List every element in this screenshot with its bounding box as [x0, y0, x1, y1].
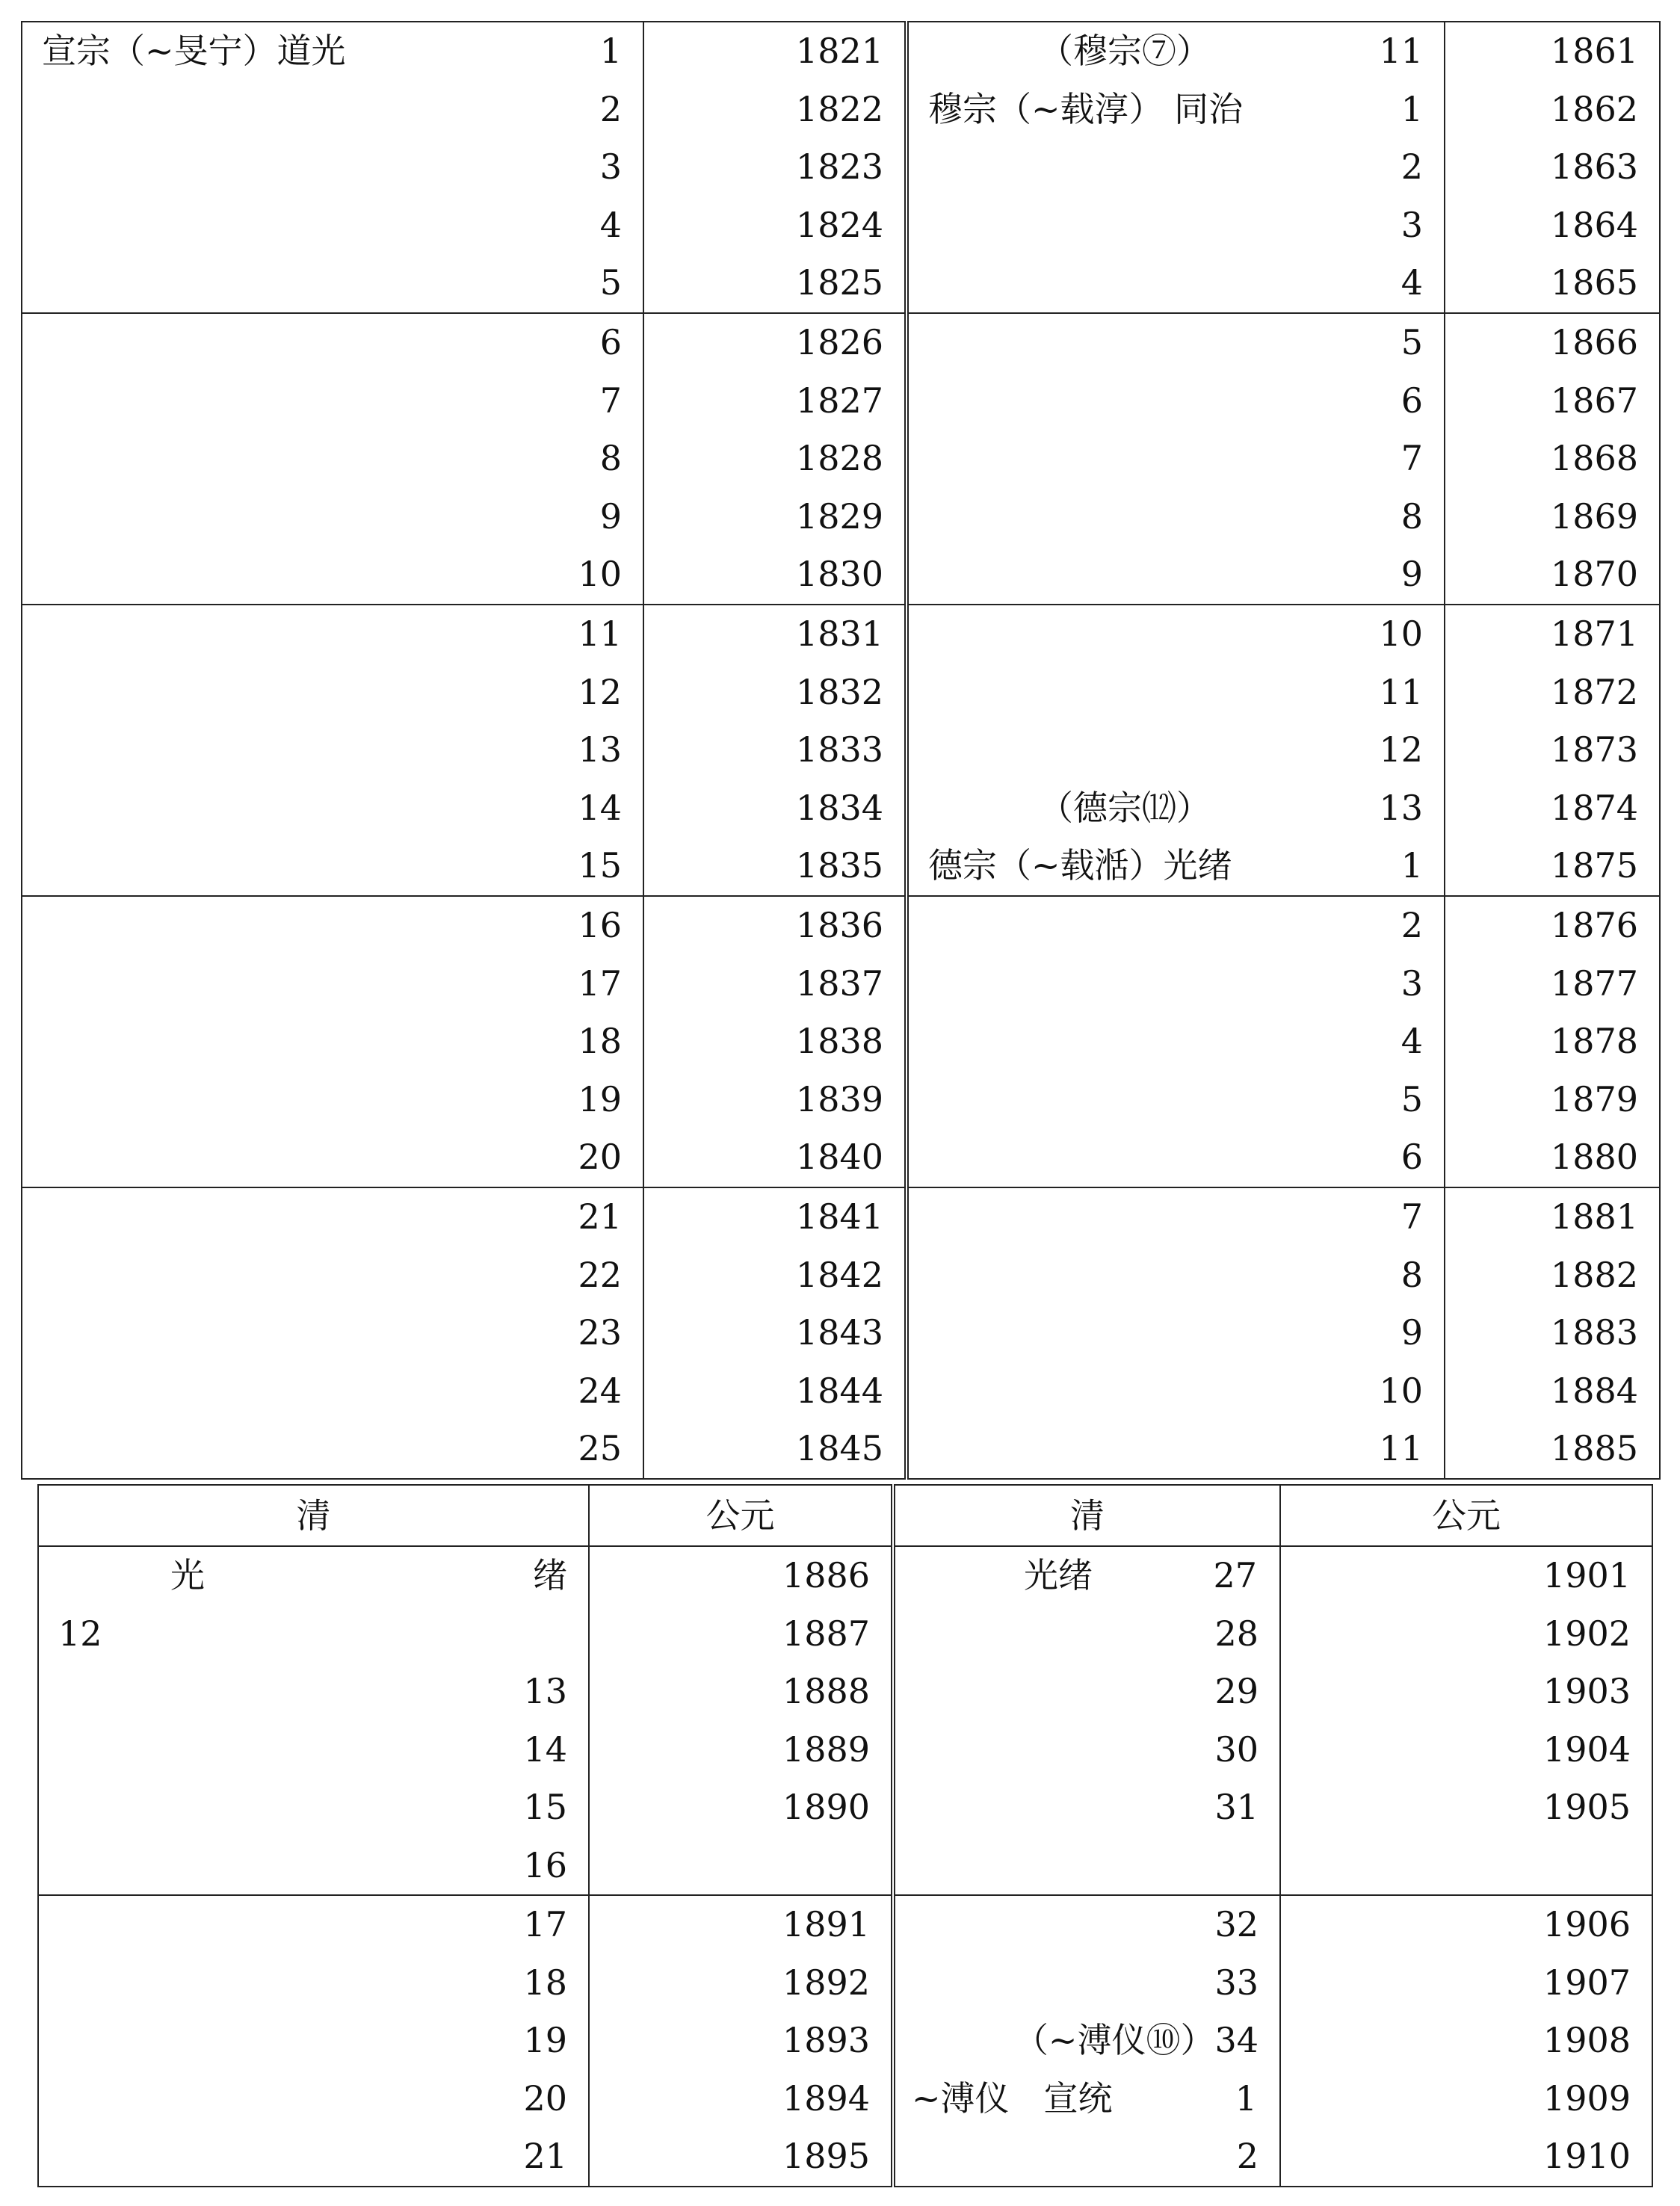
top-left-ad-cell [643, 605, 907, 896]
year-number: 2 [1400, 146, 1423, 187]
year-number: 11 [1379, 671, 1423, 712]
ad-year: 1830 [795, 554, 883, 594]
year-number: 10 [1379, 614, 1423, 654]
top-left-qing-cell [22, 313, 643, 605]
era-row [22, 1071, 643, 1129]
ad-year: 1876 [1550, 905, 1638, 945]
top-left-qing-cell [22, 605, 643, 896]
era-row [22, 81, 643, 139]
year-number: 6 [599, 322, 622, 362]
ad-year: 1866 [1550, 322, 1638, 362]
year-number: 20 [523, 2077, 567, 2119]
era-name: 绪 [533, 1555, 567, 1595]
era-row [22, 1362, 643, 1421]
year-number: 12 [58, 1613, 102, 1654]
ad-year: 1842 [795, 1254, 883, 1295]
year-number: 5 [599, 262, 622, 303]
ad-year: 1893 [782, 2020, 870, 2060]
year-number: 16 [578, 905, 622, 945]
year-number: 18 [578, 1021, 622, 1061]
era-row [22, 22, 643, 81]
ad-year: 1865 [1550, 262, 1638, 303]
top-left-qing-cell [22, 896, 643, 1187]
year-number: 3 [599, 146, 622, 187]
header-ad-right: 公元 [1280, 1485, 1652, 1546]
year-number: 6 [1400, 380, 1423, 421]
era-row [909, 1188, 1444, 1246]
era-row [909, 546, 1444, 604]
year-number: 20 [578, 1137, 622, 1177]
ad-year: 1844 [795, 1370, 883, 1411]
era-row [909, 1013, 1444, 1071]
year-number: 15 [523, 1787, 567, 1827]
ad-year: 1840 [795, 1137, 883, 1177]
ad-year: 1878 [1550, 1021, 1638, 1061]
ad-year: 1837 [795, 963, 883, 1004]
year-number: 1 [1235, 2077, 1257, 2119]
top-right-qing-cell [907, 1187, 1445, 1479]
year-number: 25 [578, 1428, 622, 1468]
ad-year: 1903 [1542, 1671, 1631, 1711]
ad-year: 1836 [795, 905, 883, 945]
year-number: 18 [523, 1962, 567, 2003]
era-row [22, 779, 643, 838]
year-number: 5 [1400, 322, 1423, 362]
ad-year: 1868 [1550, 438, 1638, 478]
year-number: 1 [599, 31, 622, 71]
era-row [909, 314, 1444, 372]
ad-year: 1884 [1550, 1370, 1638, 1411]
year-number: 5 [1400, 1078, 1423, 1119]
ad-year: 1867 [1550, 380, 1638, 421]
ad-year: 1888 [782, 1671, 870, 1711]
era-row [909, 721, 1444, 779]
year-number: 17 [578, 963, 622, 1004]
era-name: （德宗⑿） [1039, 787, 1211, 828]
header-ad-left: 公元 [589, 1485, 893, 1546]
year-number: 8 [1400, 1254, 1423, 1295]
ad-year: 1828 [795, 438, 883, 478]
ad-year: 1880 [1550, 1137, 1638, 1177]
year-number [895, 1837, 1279, 1895]
ad-year: 1821 [795, 31, 883, 71]
era-row [22, 314, 643, 372]
block2-left-qing [38, 1895, 589, 2187]
ad-year: 1827 [795, 380, 883, 421]
year-number: 1 [1400, 845, 1423, 886]
year-number: 11 [578, 614, 622, 654]
ad-year: 1825 [795, 262, 883, 303]
ad-year: 1861 [1550, 31, 1638, 71]
ad-year: 1886 [782, 1555, 870, 1595]
year-number: 33 [1214, 1962, 1259, 2003]
ad-year [590, 1837, 891, 1895]
era-name: 宣宗（~旻宁）道光 [42, 31, 346, 71]
ad-year: 1877 [1550, 963, 1638, 1004]
era-row [909, 1362, 1444, 1421]
block1-left-qing [38, 1546, 589, 1895]
ad-year: 1883 [1550, 1312, 1638, 1353]
year-number: 14 [578, 787, 622, 828]
ad-year: 1869 [1550, 495, 1638, 537]
ad-year: 1887 [782, 1613, 870, 1654]
ad-year: 1885 [1550, 1428, 1638, 1468]
bottom-era-table [37, 1484, 1653, 2187]
year-number: 4 [599, 204, 622, 245]
bottom-block-1 [38, 1546, 1652, 1895]
ad-year: 1826 [795, 322, 883, 362]
era-row [909, 81, 1444, 139]
ad-year: 1892 [782, 1962, 870, 2003]
top-left-qing-cell [22, 1187, 643, 1479]
era-row [909, 138, 1444, 197]
year-number: 21 [578, 1196, 622, 1237]
ad-year: 1906 [1542, 1904, 1631, 1944]
era-row [909, 897, 1444, 955]
year-number: 10 [578, 554, 622, 594]
year-number: 2 [1236, 2136, 1259, 2176]
year-number: 30 [1214, 1728, 1259, 1770]
year-number: 22 [578, 1254, 622, 1295]
top-left-ad-cell [643, 1187, 907, 1479]
era-row [909, 22, 1444, 81]
year-number: 9 [1400, 554, 1423, 594]
era-row [909, 837, 1444, 895]
ad-year: 1907 [1542, 1962, 1631, 2003]
era-row [22, 1420, 643, 1478]
ad-year: 1832 [795, 671, 883, 712]
ad-year: 1879 [1550, 1078, 1638, 1119]
era-row [22, 1304, 643, 1362]
year-number: 34 [1214, 2020, 1259, 2060]
top-left-ad-cell [643, 22, 907, 313]
header-qing-left: 清 [38, 1485, 589, 1546]
top-left-ad-cell [643, 313, 907, 605]
year-number: 11 [1379, 1428, 1423, 1468]
era-row [909, 197, 1444, 255]
era-row [22, 1013, 643, 1071]
ad-year: 1904 [1542, 1728, 1631, 1770]
ad-year: 1834 [795, 787, 883, 828]
year-number: 1 [1400, 88, 1423, 129]
year-number: 10 [1379, 1370, 1423, 1411]
ad-year: 1881 [1550, 1196, 1638, 1237]
year-number: 27 [1213, 1555, 1257, 1595]
block2-left-ad [589, 1895, 893, 2187]
era-row [909, 254, 1444, 312]
header-qing-right: 清 [893, 1485, 1280, 1546]
ad-year: 1829 [795, 495, 883, 537]
era-row [22, 955, 643, 1013]
block1-right-qing [893, 1546, 1280, 1895]
era-row [909, 779, 1444, 838]
era-row [909, 605, 1444, 664]
era-name: 光 [170, 1555, 205, 1595]
year-number: 7 [1400, 438, 1423, 478]
ad-year: 1882 [1550, 1254, 1638, 1295]
top-right-ad-cell [1445, 22, 1660, 313]
era-row [909, 1246, 1444, 1305]
top-right-qing-cell [907, 313, 1445, 605]
era-row [909, 372, 1444, 430]
year-number: 14 [523, 1728, 567, 1770]
era-row [909, 664, 1444, 722]
year-number: 19 [523, 2020, 567, 2060]
era-row [22, 605, 643, 664]
ad-year: 1875 [1550, 845, 1638, 886]
ad-year: 1901 [1542, 1555, 1631, 1595]
ad-year: 1905 [1542, 1787, 1631, 1827]
era-row [909, 430, 1444, 488]
top-right-ad-cell [1445, 1187, 1660, 1479]
ad-year [1281, 1837, 1652, 1895]
era-row [22, 372, 643, 430]
year-number: 13 [578, 729, 622, 770]
year-number: 11 [1379, 31, 1423, 71]
ad-year: 1839 [795, 1078, 883, 1119]
era-name: 穆宗（~载淳） 同治 [928, 88, 1244, 129]
year-number: 2 [599, 88, 622, 129]
era-row [22, 138, 643, 197]
year-number: 3 [1400, 204, 1423, 245]
ad-year: 1872 [1550, 671, 1638, 712]
ad-year: 1833 [795, 729, 883, 770]
top-right-ad-cell [1445, 896, 1660, 1187]
ad-year: 1831 [795, 614, 883, 654]
ad-year: 1835 [795, 845, 883, 886]
era-note: （~溥仪⑩） [1013, 2020, 1215, 2060]
year-number: 23 [578, 1312, 622, 1353]
era-row [22, 1246, 643, 1305]
era-row [22, 546, 643, 604]
top-block-1 [22, 22, 1660, 313]
year-number: 28 [1214, 1613, 1259, 1654]
year-number: 31 [1214, 1787, 1259, 1827]
year-number: 21 [523, 2136, 567, 2176]
era-row [909, 1128, 1444, 1187]
ad-year: 1843 [795, 1312, 883, 1353]
bottom-block-2 [38, 1895, 1652, 2187]
era-row [22, 721, 643, 779]
year-number: 4 [1400, 1021, 1423, 1061]
era-row [909, 955, 1444, 1013]
top-block-4 [22, 896, 1660, 1187]
era-row [22, 254, 643, 312]
year-number: 19 [578, 1078, 622, 1119]
ad-year: 1823 [795, 146, 883, 187]
top-block-2 [22, 313, 1660, 605]
year-number: 7 [1400, 1196, 1423, 1237]
era-row [22, 837, 643, 895]
era-row [909, 1304, 1444, 1362]
top-block-5 [22, 1187, 1660, 1479]
ad-year: 1870 [1550, 554, 1638, 594]
year-number: 12 [578, 671, 622, 712]
ad-year: 1895 [782, 2136, 870, 2176]
year-number: 3 [1400, 963, 1423, 1004]
year-number: 6 [1400, 1137, 1423, 1177]
era-row [22, 897, 643, 955]
ad-year: 1902 [1542, 1613, 1631, 1654]
top-right-qing-cell [907, 896, 1445, 1187]
year-number: 9 [1400, 1312, 1423, 1353]
era-row [22, 1128, 643, 1187]
ad-year: 1894 [782, 2077, 870, 2119]
ad-year: 1890 [782, 1787, 870, 1827]
ad-year: 1838 [795, 1021, 883, 1061]
block2-right-ad [1280, 1895, 1652, 2187]
year-number: 12 [1379, 729, 1423, 770]
era-row [909, 1071, 1444, 1129]
ad-year: 1822 [795, 88, 883, 129]
header-row [38, 1485, 1652, 1546]
year-number: 8 [599, 438, 622, 478]
era-row [22, 664, 643, 722]
top-block-3 [22, 605, 1660, 896]
era-row [22, 197, 643, 255]
ad-year: 1909 [1542, 2077, 1631, 2119]
top-era-table [21, 21, 1661, 1480]
era-name: ~溥仪 宣统 [912, 2077, 1113, 2119]
era-name: 光绪 [1024, 1555, 1093, 1595]
year-number: 17 [523, 1904, 567, 1944]
year-number: 16 [523, 1844, 567, 1885]
top-left-ad-cell [643, 896, 907, 1187]
ad-year: 1863 [1550, 146, 1638, 187]
ad-year: 1874 [1550, 787, 1638, 828]
ad-year: 1824 [795, 204, 883, 245]
year-number: 24 [578, 1370, 622, 1411]
year-number: 29 [1214, 1671, 1259, 1711]
year-number: 13 [523, 1671, 567, 1711]
era-row [909, 488, 1444, 546]
year-number: 32 [1214, 1904, 1259, 1944]
top-right-qing-cell [907, 22, 1445, 313]
block1-left-ad [589, 1546, 893, 1895]
year-number: 9 [599, 495, 622, 537]
year-number: 2 [1400, 905, 1423, 945]
ad-year: 1910 [1542, 2136, 1631, 2176]
top-right-qing-cell [907, 605, 1445, 896]
era-name: （穆宗⑦） [1039, 31, 1211, 71]
block2-right-qing [893, 1895, 1280, 2187]
year-number: 4 [1400, 262, 1423, 303]
era-note-line [895, 2012, 1279, 2070]
year-number: 15 [578, 845, 622, 886]
ad-year: 1871 [1550, 614, 1638, 654]
top-left-qing-cell [22, 22, 643, 313]
year-number: 13 [1379, 787, 1423, 828]
era-row [22, 430, 643, 488]
era-row [22, 1188, 643, 1246]
ad-year: 1873 [1550, 729, 1638, 770]
ad-year: 1862 [1550, 88, 1638, 129]
year-number: 7 [599, 380, 622, 421]
era-row [22, 488, 643, 546]
era-name: 德宗（~载湉）光绪 [928, 845, 1232, 886]
ad-year: 1891 [782, 1904, 870, 1944]
ad-year: 1889 [782, 1728, 870, 1770]
ad-year: 1845 [795, 1428, 883, 1468]
top-right-ad-cell [1445, 605, 1660, 896]
year-number: 8 [1400, 495, 1423, 537]
ad-year: 1841 [795, 1196, 883, 1237]
block1-right-ad [1280, 1546, 1652, 1895]
era-row [909, 1420, 1444, 1478]
ad-year: 1908 [1542, 2020, 1631, 2060]
ad-year: 1864 [1550, 204, 1638, 245]
top-right-ad-cell [1445, 313, 1660, 605]
